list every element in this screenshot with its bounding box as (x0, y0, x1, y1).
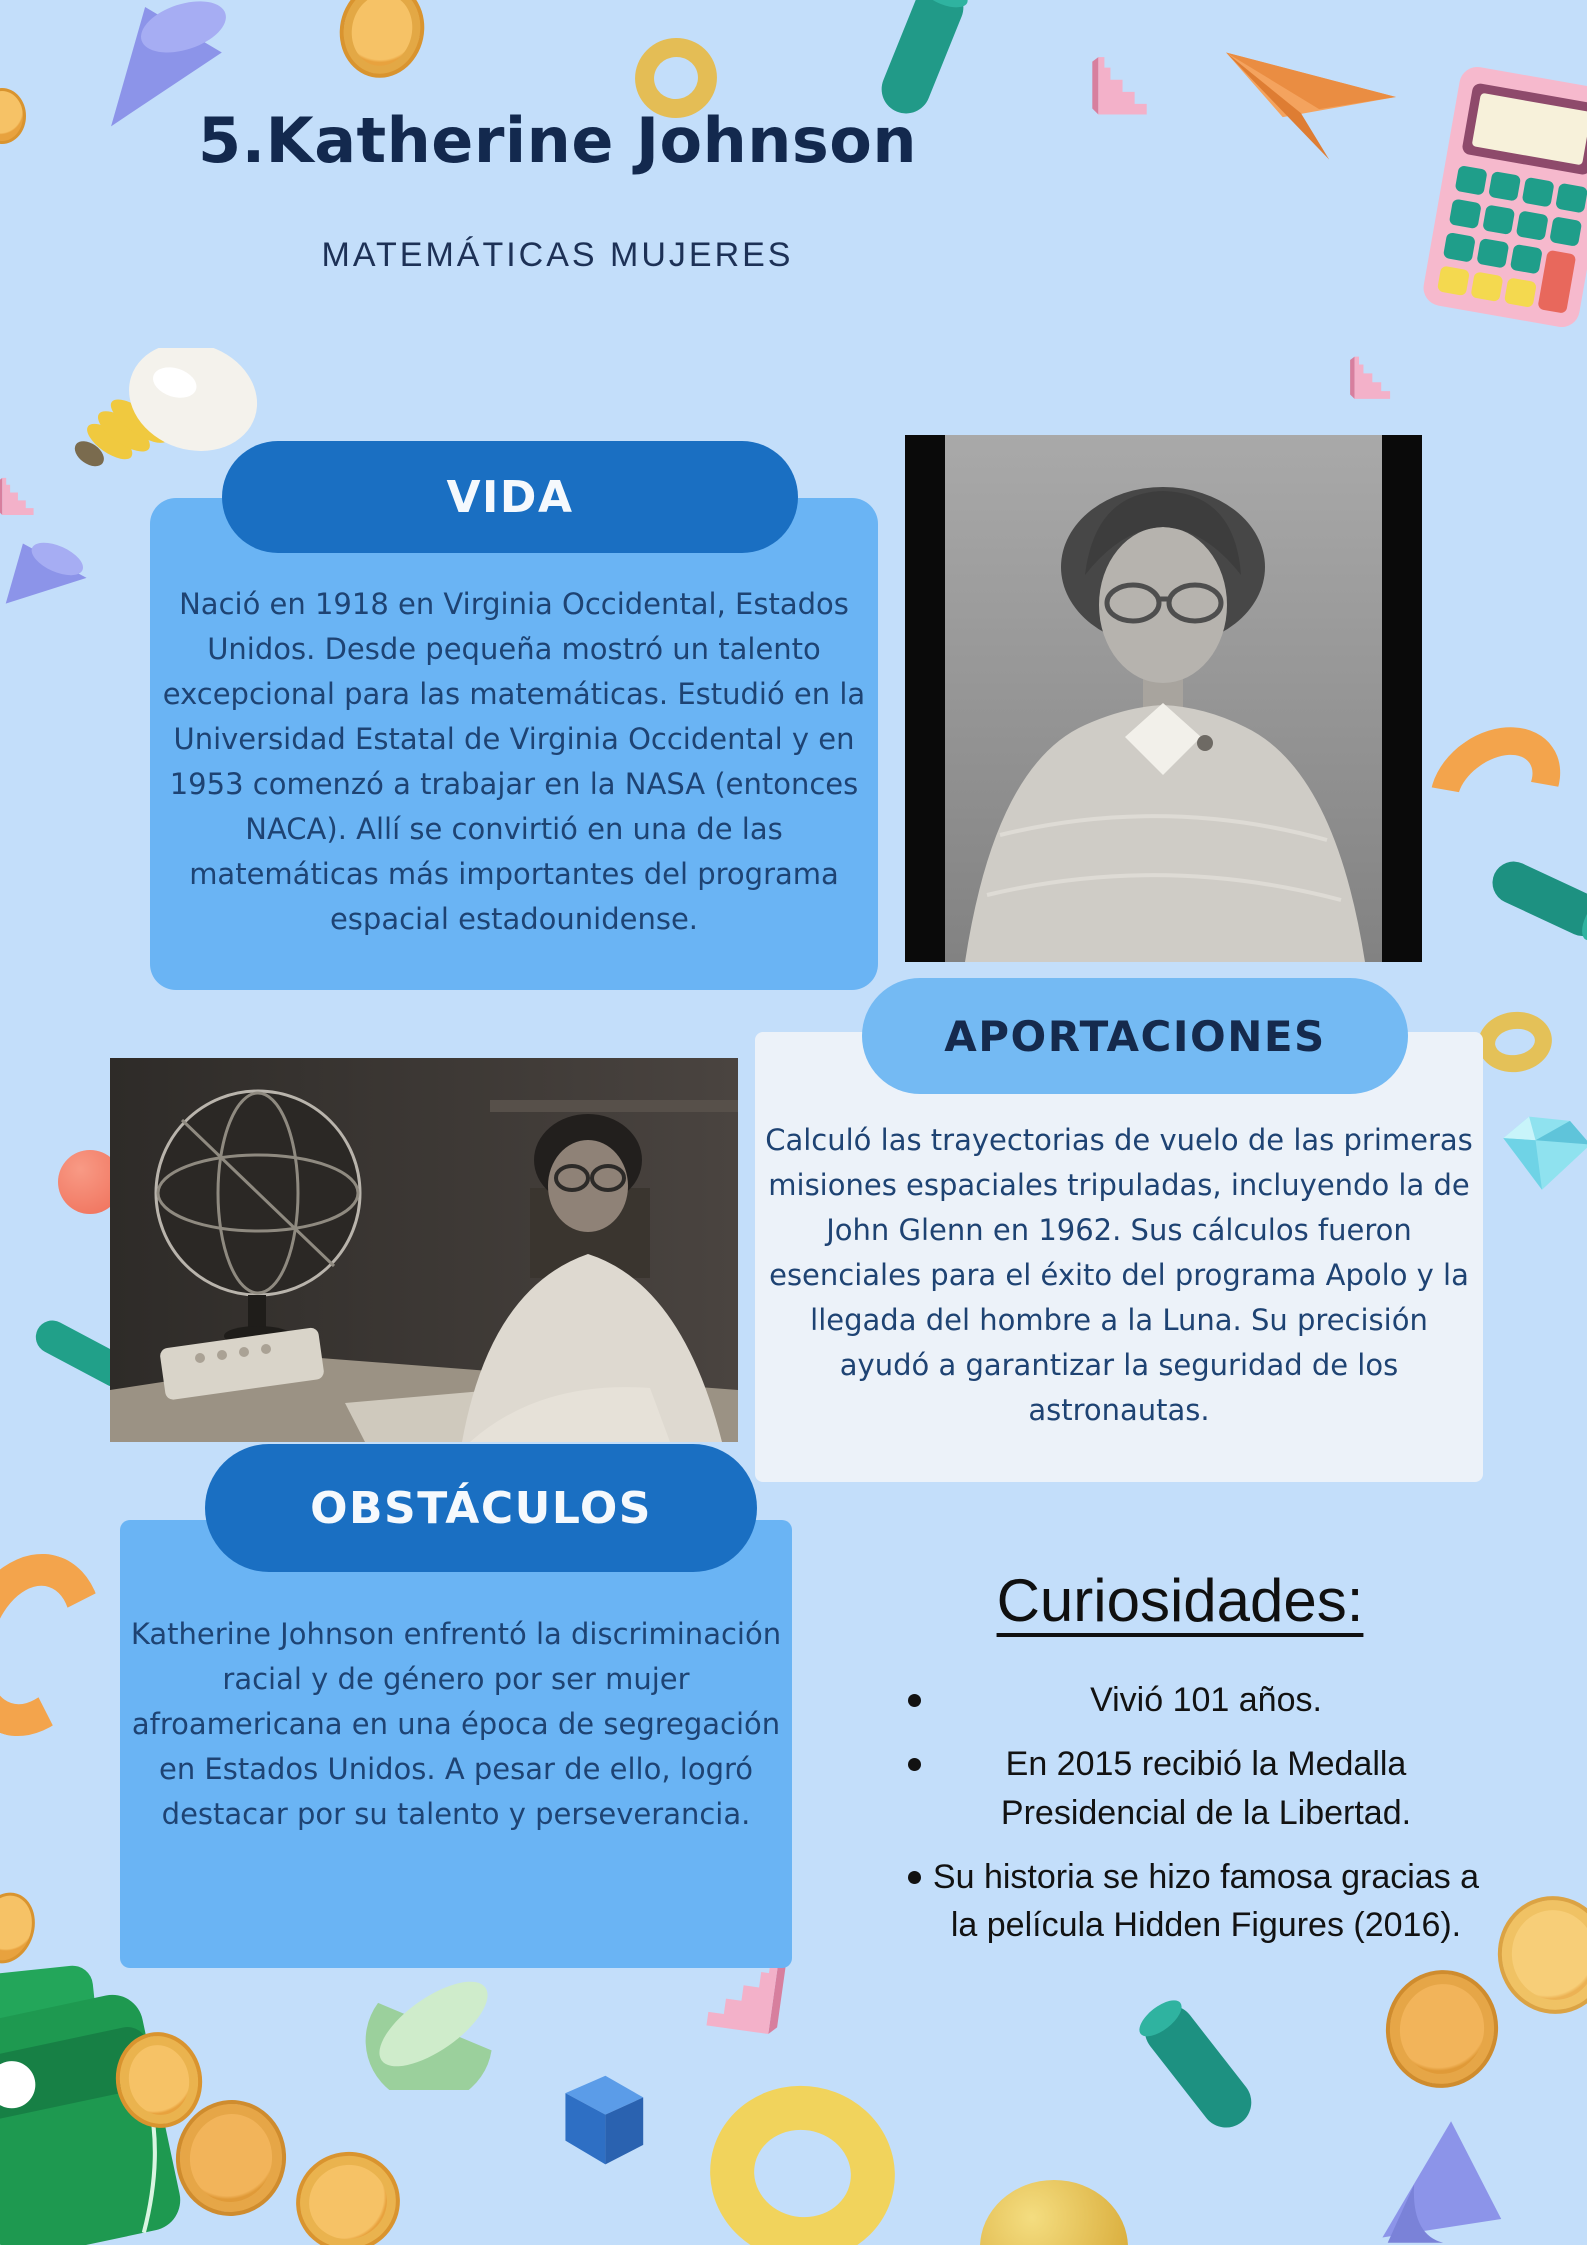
vida-body: Nació en 1918 en Virginia Occidental, Estados Unidos. Desde pequeña mostró un talento excepcional para las matemáticas. Estudió en la Universidad Estatal de Virginia Occidental y en 1953 comenzó a trabajar en la NASA (entonces NACA). Allí se convirtió en una de las matemáticas más importantes del programa espacial estadounidense. (162, 587, 866, 936)
stairs-icon (1338, 350, 1400, 400)
paper-plane-icon (1220, 36, 1400, 166)
coin-icon (1377, 1961, 1508, 2097)
bullet-dot-icon (908, 1758, 921, 1771)
lightbulb-icon (52, 348, 267, 470)
curiosity-item (880, 1676, 1480, 1724)
stairs-icon (0, 472, 46, 516)
katherine-desk-photo (110, 1058, 738, 1442)
aportaciones-body: Calculó las trayectorias de vuelo de las primeras misiones espaciales tripuladas, incluyendo la de John Glenn en 1962. Sus cálculos fueron esenciales para el éxito del programa Apolo y la llegada del hombre a la Luna. Su precisión ayudó a garantizar la seguridad de los astronautas. (765, 1123, 1473, 1427)
curiosity-text: Vivió 101 años. (1090, 1681, 1322, 1719)
gold-sphere-icon (980, 2180, 1128, 2245)
katherine-portrait-photo (905, 435, 1422, 962)
obstaculos-body: Katherine Johnson enfrentó la discriminación racial y de género por ser mujer afroamericana en una época de segregación en Estados Unidos. A pesar de ello, logró destacar por su talento y perseverancia. (130, 1617, 782, 1831)
gold-donut-icon (696, 2071, 909, 2245)
orange-arc-icon (1407, 703, 1584, 872)
coin-icon (331, 0, 433, 86)
cylinder-icon (1491, 847, 1587, 1003)
vida-heading (222, 441, 798, 553)
orange-arc-icon (0, 1535, 125, 1755)
coin-icon (1487, 1886, 1587, 2025)
green-bowl-icon (356, 1958, 511, 2090)
curiosidades-title: Curiosidades: (996, 1567, 1364, 1634)
bullet-dot-icon (908, 1871, 921, 1884)
aportaciones-heading-label: APORTACIONES (944, 1011, 1326, 1061)
vida-heading-label: VIDA (446, 471, 574, 523)
cone-icon (1368, 2116, 1513, 2245)
curiosity-text: Su historia se hizo famosa gracias a la película Hidden Figures (2016). (932, 1857, 1480, 1945)
diamond-icon (1488, 1108, 1587, 1194)
curiosity-text: En 2015 recibió la Medalla Presidencial de la Libertad. (1000, 1745, 1412, 1832)
curiosity-item (880, 1853, 1480, 1950)
aportaciones-heading (862, 978, 1408, 1094)
gold-ring-icon (1474, 1007, 1556, 1077)
coin-icon (285, 2141, 410, 2245)
page-title: 5.Katherine Johnson (197, 104, 918, 177)
curiosity-item (880, 1740, 1480, 1837)
cone-icon (0, 528, 118, 614)
cube-icon (546, 2056, 654, 2182)
calculator-icon (1412, 59, 1587, 336)
bullet-dot-icon (908, 1694, 921, 1707)
curiosidades-list (880, 1676, 1480, 1965)
obstaculos-heading-label: OBSTÁCULOS (310, 1482, 652, 1534)
obstaculos-heading (205, 1444, 757, 1572)
cylinder-icon (1106, 1950, 1316, 2161)
page-subtitle: MATEMÁTICAS MUJERES (321, 236, 794, 274)
